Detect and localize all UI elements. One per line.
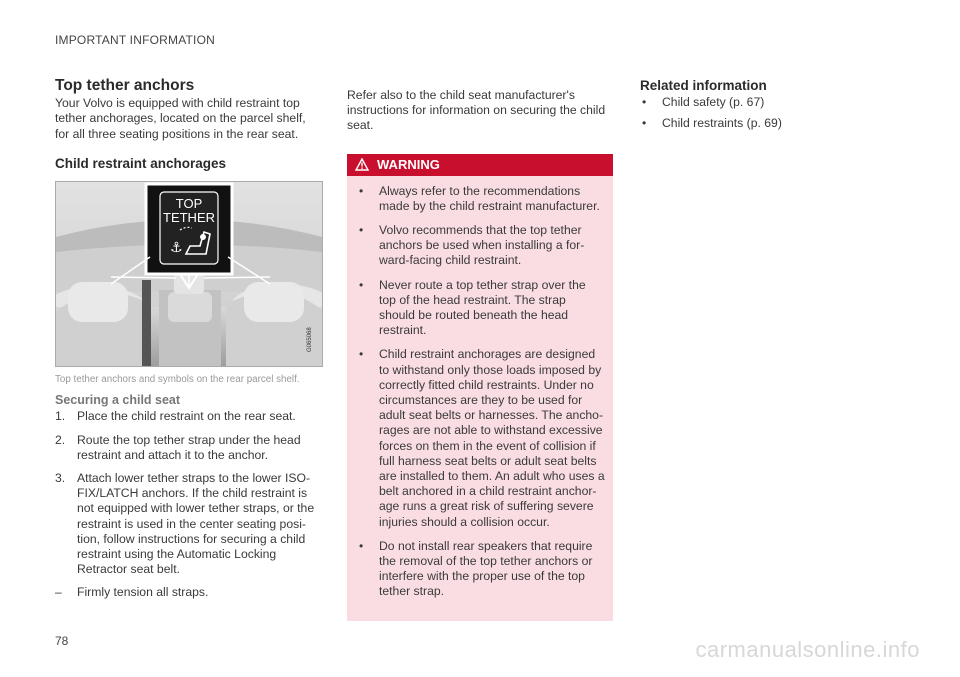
anchor-icon: ⚓ — [170, 240, 183, 257]
step-item — [55, 433, 323, 463]
car-interior-image — [56, 182, 322, 366]
procedure-steps — [55, 409, 323, 577]
warning-text: Do not install rear speakers that require the removal of the top tether anchors or interfere with the proper use of the top tether strap. — [379, 538, 593, 599]
related-link-text[interactable]: Child safety (p. 67) — [662, 95, 765, 110]
final-step — [55, 585, 323, 600]
figure-code: G065068 — [307, 327, 313, 353]
related-link-child-safety[interactable]: • Child safety (p. 67) — [642, 95, 765, 110]
column-left — [55, 78, 323, 601]
warning-box — [347, 154, 613, 621]
procedure-title: Securing a child seat — [55, 393, 181, 408]
sign-tether-label: TETHER — [163, 210, 215, 226]
step-item — [55, 409, 323, 424]
figure-caption: Top tether anchors and symbols on the rear parcel shelf. — [55, 374, 300, 386]
dash-mark: – — [55, 585, 62, 600]
column-right — [640, 78, 880, 138]
warning-item: • Volvo recommends that the top tether anchors be used when installing a for-ward-facing child restraint. — [359, 223, 585, 268]
warning-header — [347, 154, 613, 176]
step-item — [55, 471, 323, 577]
warning-item: • Do not install rear speakers that require the removal of the top tether anchors or interfere with the proper use of the top tether strap. — [359, 538, 593, 599]
step-text: Attach lower tether straps to the lower ISO-FIX/LATCH anchors. If the child restraint is not equipped with lower tether straps, or the restraint is used in the center seating posi-tion, follow instructions for securing a child restraint using the Automatic Locking Retractor seat belt. — [77, 471, 315, 577]
warning-text: Always refer to the recommendations made by the child restraint manufacturer. — [379, 183, 600, 213]
warning-title: WARNING — [377, 156, 440, 172]
page-header: IMPORTANT INFORMATION — [55, 33, 215, 47]
sign-top-label: TOP — [175, 196, 203, 212]
related-link-text[interactable]: Child restraints (p. 69) — [662, 116, 782, 131]
column-middle — [347, 88, 613, 621]
intro-text: Your Volvo is equipped with child restraint top tether anchorages, located on the parcel shelf, for all three seating positions in the rear seat. — [55, 96, 306, 141]
step-number: 3. — [55, 471, 66, 486]
warning-item: • Child restraint anchorages are designed to withstand only those loads imposed by correctly fitted child restraints. Under no circumstances are they to be used for adult seat belts or harnesses. The ancho-rages are not able to withstand excessive forces on them in the event of collision if full harness seat belts or adult seat belts are installed to them. An adult who uses a belt anchored in a child restraint anchor-age runs a great risk of suffering severe injuries should a collision occur. — [359, 347, 605, 529]
section-title: Top tether anchors — [55, 77, 195, 94]
rear-parcel-shelf-illustration — [55, 181, 323, 367]
subsection-title: Child restraint anchorages — [55, 155, 227, 171]
warning-text: Child restraint anchorages are designed to withstand only those loads imposed by correctly fitted child restraints. Under no circumstances are they to be used for adult seat belts or harnesses. The ancho-rages are not able to withstand excessive forces on them in the event of collision if full harness seat belts or adult seat belts are installed to them. An adult who uses a belt anchored in a child restraint anchor-age runs a great risk of suffering severe injuries should a collision occur. — [379, 347, 605, 529]
step-text: Route the top tether strap under the head restraint and attach it to the anchor. — [77, 432, 301, 462]
step-number: 1. — [55, 409, 66, 424]
watermark: carmanualsonline.info — [695, 637, 920, 662]
step-text: Place the child restraint on the rear seat. — [77, 409, 296, 424]
warning-text: Volvo recommends that the top tether anchors be used when installing a for-ward-facing child restraint. — [379, 223, 585, 268]
warning-item: • Never route a top tether strap over the top of the head restraint. The strap should be routed beneath the head restraint. — [359, 277, 586, 338]
warning-list — [347, 176, 613, 600]
page-number: 78 — [55, 634, 69, 648]
step-number: 2. — [55, 432, 66, 447]
manufacturer-note: Refer also to the child seat manufacturer's instructions for information on securing the child seat. — [347, 88, 606, 133]
warning-item: • Always refer to the recommendations made by the child restraint manufacturer. — [359, 183, 600, 213]
related-info-title: Related information — [640, 78, 767, 93]
final-step-text: Firmly tension all straps. — [77, 585, 209, 600]
related-link-child-restraints[interactable]: • Child restraints (p. 69) — [642, 116, 782, 131]
warning-triangle-icon — [355, 158, 369, 171]
warning-text: Never route a top tether strap over the top of the head restraint. The strap should be routed beneath the head restraint. — [379, 277, 586, 338]
